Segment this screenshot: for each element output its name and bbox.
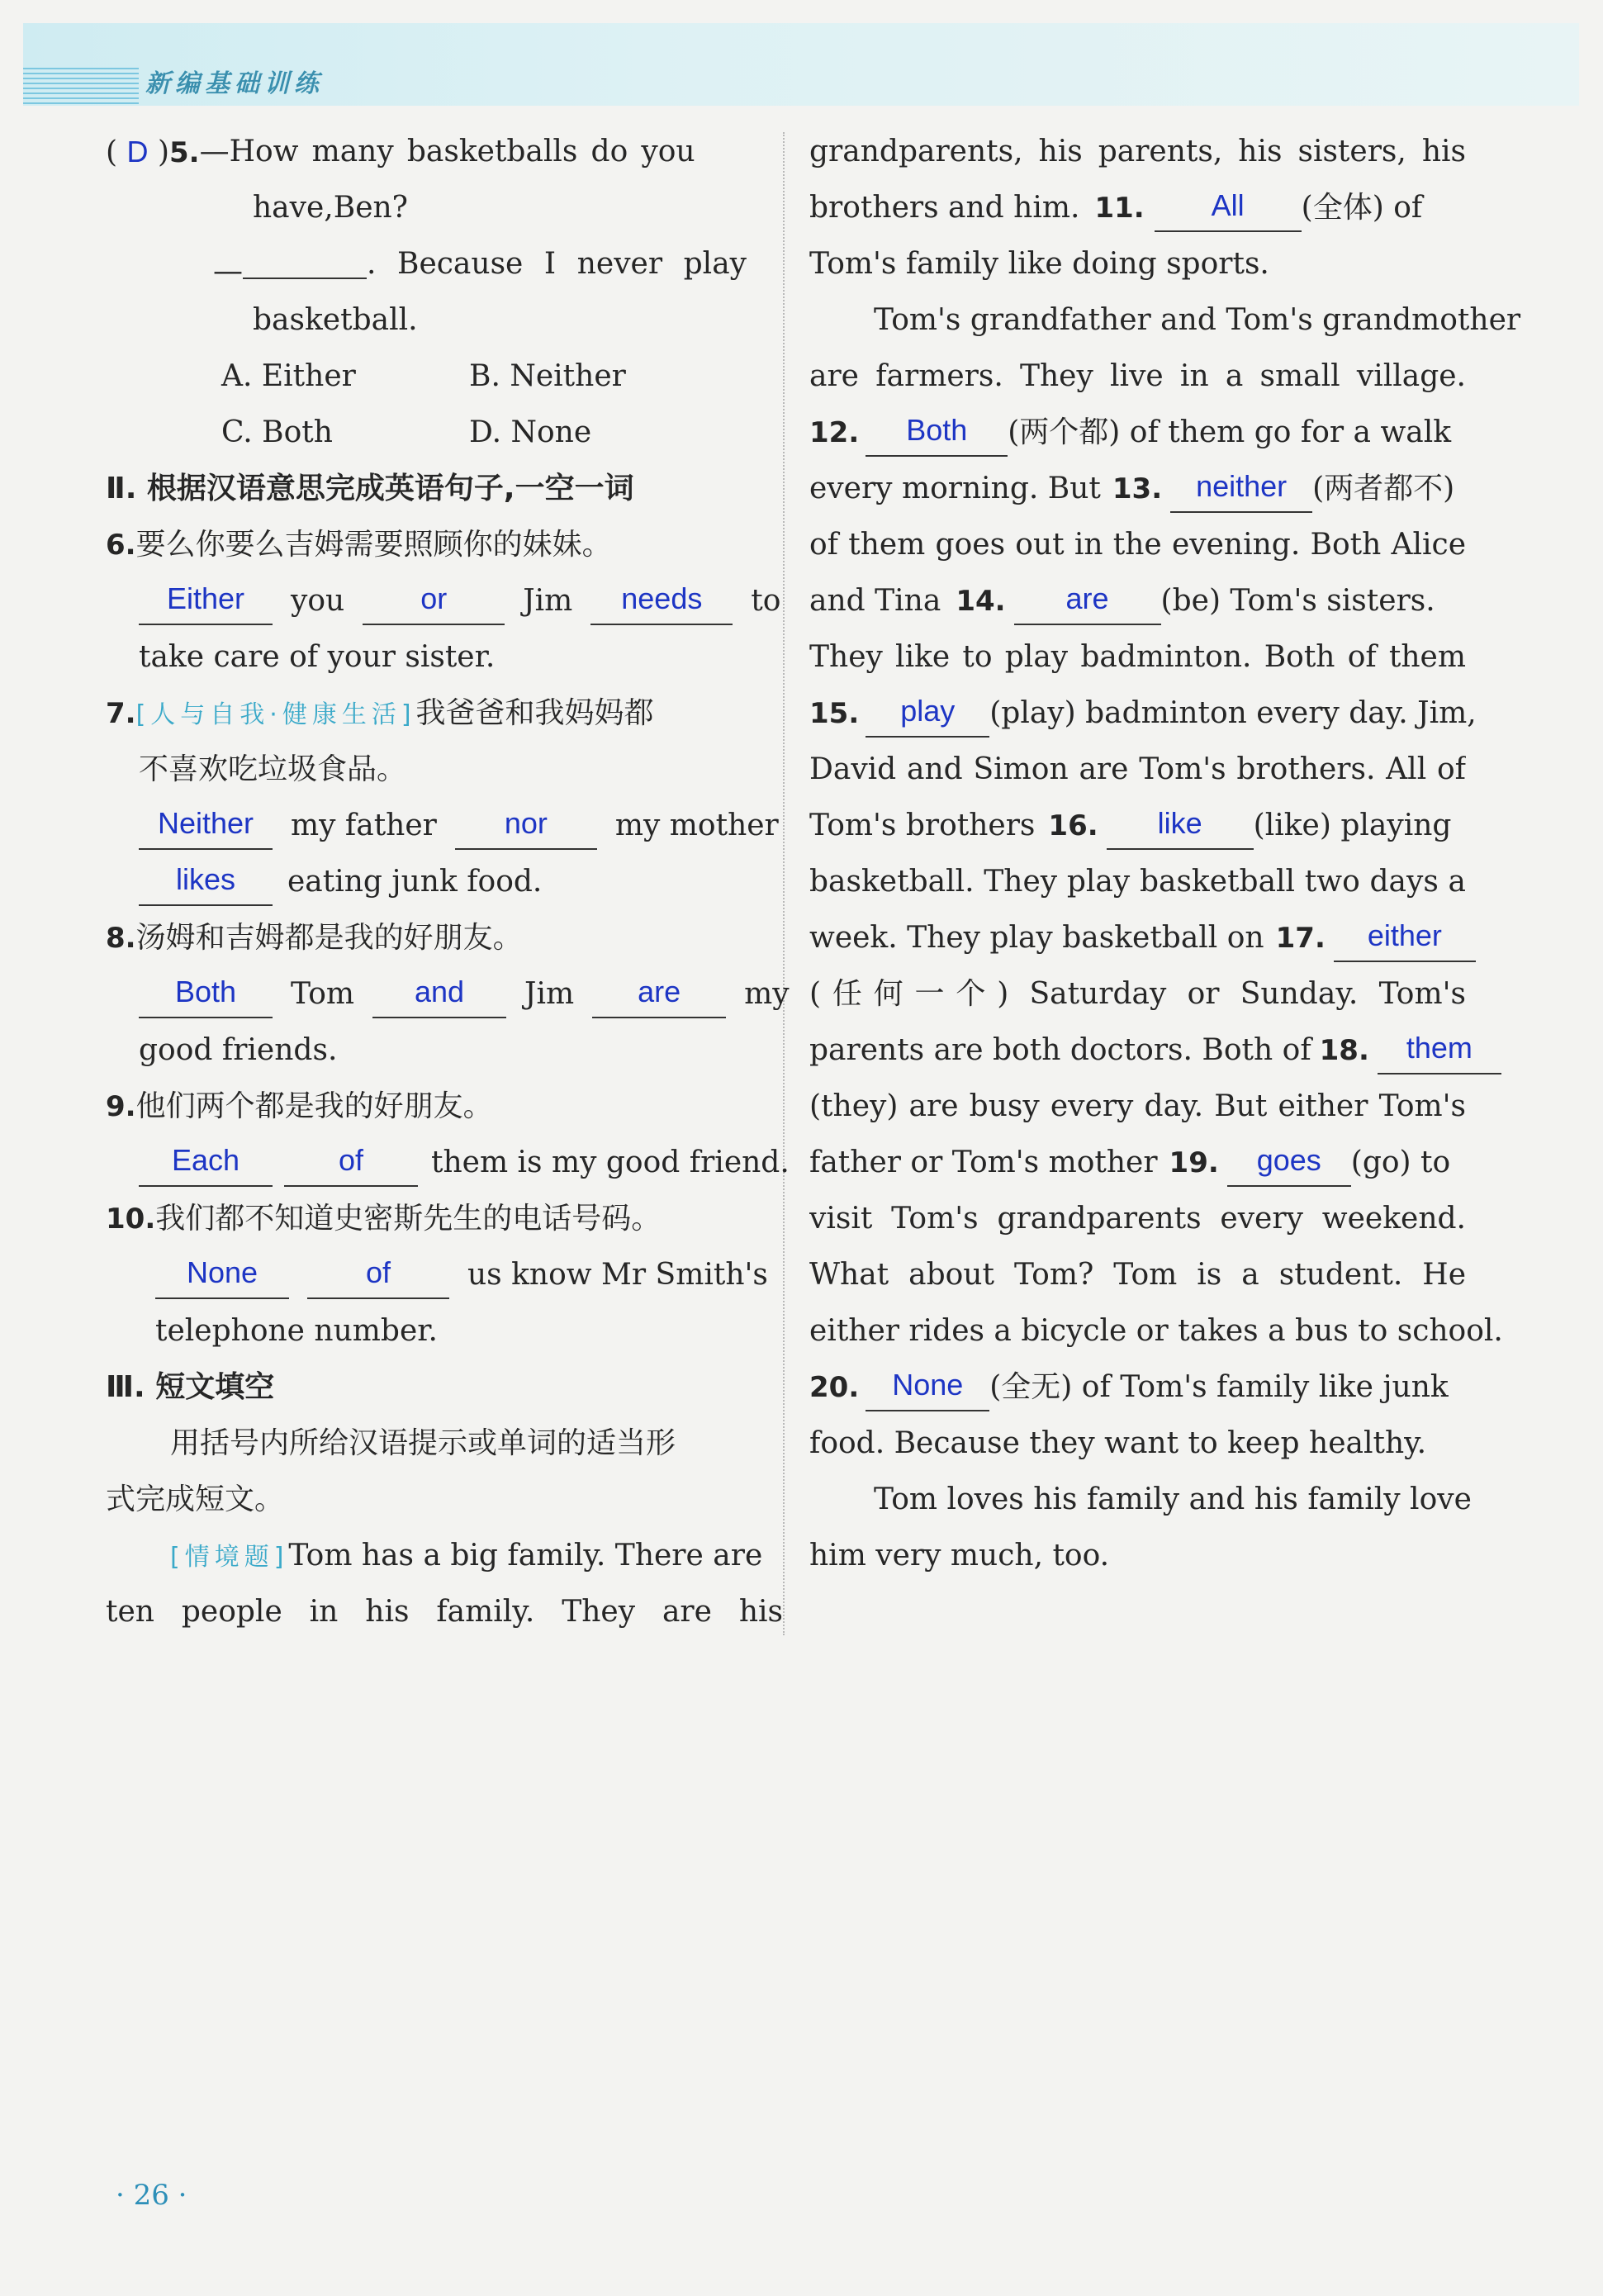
section3-tag: [情境题]: [170, 1543, 289, 1572]
blank-14-answer: are: [1065, 581, 1109, 615]
blank-18: [1378, 1030, 1501, 1074]
q10-cn: [106, 1191, 783, 1247]
q9-number: 9.: [106, 1090, 136, 1123]
q10-line2: telephone number.: [155, 1314, 438, 1348]
q8-blank-3: [592, 974, 726, 1018]
p7-text: every morning. But: [809, 472, 1101, 505]
blank-19-answer: goes: [1256, 1143, 1321, 1177]
right-column: [809, 124, 1521, 1584]
blank-15-number: 15.: [809, 697, 860, 730]
p9-text: and Tina: [809, 584, 941, 618]
passage-line-17: [809, 1022, 1473, 1079]
q6-answer-1: Either: [166, 581, 245, 615]
q5-number: 5.: [169, 136, 200, 169]
blank-14: [1014, 581, 1161, 625]
p19-text: father or Tom's mother: [809, 1146, 1158, 1179]
q8-answer-3: are: [638, 975, 681, 1008]
q7-blank-3: [139, 861, 273, 906]
q10-answer-1: None: [186, 1255, 258, 1289]
passage-line-18: (they) are busy every day. But either Tom's: [809, 1089, 1466, 1123]
q8-blank-1: [139, 974, 273, 1018]
passage-line-16: (任何一个) Saturday or Sunday. Tom's: [809, 977, 1466, 1011]
q6-text-3: to: [751, 584, 781, 618]
passage-line-9: [809, 573, 1466, 629]
p11-text: (play) badminton every day. Jim,: [989, 696, 1477, 730]
p2-text-post: (全体) of: [1301, 191, 1423, 225]
blank-18-number: 18.: [1319, 1034, 1369, 1067]
q8-cn: [106, 910, 783, 966]
blank-17-answer: either: [1367, 918, 1442, 952]
q10-number: 10.: [106, 1203, 156, 1236]
q9-answer-2: of: [338, 1143, 364, 1177]
q9-chinese: 他们两个都是我的好朋友。: [135, 1089, 493, 1123]
blank-13-number: 13.: [1112, 472, 1163, 505]
blank-11: [1155, 187, 1302, 232]
q6-blank-3: [590, 581, 733, 625]
blank-16-answer: like: [1157, 806, 1202, 840]
q5-stem-cont: . Because I never play: [367, 247, 747, 281]
section2-title: Ⅱ. 根据汉语意思完成英语句子,一空一词: [106, 472, 634, 505]
blank-19: [1227, 1142, 1351, 1187]
q7-blank-2: [455, 805, 597, 850]
q5-options-cd: [106, 405, 783, 461]
q10-chinese: 我们都不知道史密斯先生的电话号码。: [155, 1202, 662, 1236]
q5-answer: D: [126, 135, 149, 168]
header-title: 新编基础训练: [145, 69, 324, 98]
q10-blank-2: [307, 1255, 449, 1299]
passage-line-22: either rides a bicycle or takes a bus to school.: [809, 1314, 1503, 1348]
q7-text-3: eating junk food.: [287, 865, 543, 899]
blank-20: [866, 1367, 989, 1411]
q7-sentence-2: [106, 854, 783, 910]
q9-blank-2: [284, 1142, 418, 1187]
passage-line-10: They like to play badminton. Both of them: [809, 640, 1466, 674]
passage-line-24: food. Because they want to keep healthy.: [809, 1426, 1427, 1460]
q9-text-1: them is my good friend.: [431, 1146, 790, 1179]
passage-line-6: [809, 405, 1466, 461]
q5-blank: [243, 235, 367, 279]
passage-line-11: [809, 685, 1477, 742]
passage-line-21: What about Tom? Tom is a student. He: [809, 1258, 1466, 1292]
passage-line-7: [809, 461, 1466, 517]
passage-line-5: are farmers. They live in a small village.: [809, 359, 1466, 393]
q7-number: 7.: [106, 697, 136, 730]
blank-11-number: 11.: [1094, 192, 1145, 225]
q7-chinese-1: 我爸爸和我妈妈都: [415, 696, 654, 730]
blank-12-number: 12.: [809, 416, 860, 449]
q6-chinese: 要么你要么吉姆需要照顾你的妹妹。: [135, 528, 612, 562]
blank-20-answer: None: [892, 1368, 964, 1402]
passage-line-13: [809, 798, 1466, 854]
passage-line-8: of them goes out in the evening. Both Alice: [809, 528, 1466, 562]
q9-sentence: [106, 1135, 790, 1191]
passage-line-23: [809, 1359, 1466, 1416]
blank-20-number: 20.: [809, 1371, 860, 1404]
passage-line-3: Tom's family like doing sports.: [809, 247, 1269, 281]
blank-13: [1170, 468, 1312, 513]
passage-line-4: Tom's grandfather and Tom's grandmother: [874, 303, 1521, 337]
q8-text-2: Jim: [524, 977, 575, 1011]
p17-text: parents are both doctors. Both of: [809, 1033, 1311, 1067]
q5-options-ab: [106, 349, 783, 405]
q5-line3: [106, 236, 783, 292]
q6-text-2: Jim: [523, 584, 573, 618]
q5-option-a: A. Either: [221, 359, 356, 393]
q5-option-c: C. Both: [221, 415, 333, 449]
q6-sentence: [106, 573, 783, 629]
q7-cn1: [106, 685, 783, 742]
q6-number: 6.: [106, 529, 136, 562]
q6-blank-2: [363, 581, 505, 625]
q7-blank-1: [139, 805, 273, 850]
section3-passage-start: [106, 1528, 783, 1584]
q8-answer-2: and: [414, 975, 465, 1008]
passage-line-20: visit Tom's grandparents every weekend.: [809, 1202, 1466, 1236]
blank-19-number: 19.: [1169, 1146, 1219, 1179]
p2-text: brothers and him.: [809, 191, 1080, 225]
blank-17: [1334, 918, 1476, 962]
q10-text-1: us know Mr Smith's: [467, 1258, 768, 1292]
q7-cn2: 不喜欢吃垃圾食品。: [139, 752, 407, 786]
q6-text-1: you: [291, 584, 345, 618]
q7-answer-3: likes: [175, 862, 236, 896]
passage-line-12: David and Simon are Tom's brothers. All of: [809, 752, 1466, 786]
q5-stem: —How many basketballs do you: [199, 135, 695, 168]
p9-text-post: (be) Tom's sisters.: [1160, 584, 1435, 618]
section3-passage-line1: Tom has a big family. There are: [288, 1539, 763, 1573]
blank-12-answer: Both: [906, 413, 968, 447]
section3-instruction-2: 式完成短文。: [106, 1482, 285, 1516]
blank-15-answer: play: [900, 694, 956, 728]
blank-16: [1107, 805, 1254, 850]
column-divider: [783, 132, 785, 1635]
q9-answer-1: Each: [171, 1143, 240, 1177]
p23-text: (全无) of Tom's family like junk: [989, 1370, 1449, 1404]
q6-answer-2: or: [420, 581, 448, 615]
q8-blank-2: [372, 974, 506, 1018]
q8-text-3: my: [744, 977, 790, 1011]
blank-17-number: 17.: [1275, 922, 1326, 955]
q6-answer-3: needs: [621, 581, 703, 615]
blank-15: [866, 693, 989, 738]
blank-18-answer: them: [1406, 1031, 1473, 1065]
passage-line-14: basketball. They play basketball two days a: [809, 865, 1466, 899]
q9-blank-1: [139, 1142, 273, 1187]
header-stripes: [23, 68, 139, 104]
q9-cn: [106, 1079, 783, 1135]
blank-11-answer: All: [1211, 188, 1245, 222]
section3-title: Ⅲ. 短文填空: [106, 1370, 275, 1404]
blank-13-answer: neither: [1196, 469, 1288, 503]
q6-cn: [106, 517, 783, 573]
passage-line-2: [809, 180, 1466, 236]
q8-text-1: Tom: [291, 977, 355, 1011]
section3-instruction-1: 用括号内所给汉语提示或单词的适当形: [170, 1426, 676, 1460]
q6-blank-1: [139, 581, 273, 625]
q7-text-2: my mother: [614, 809, 779, 842]
q6-line2: take care of your sister.: [139, 640, 496, 674]
p7-text-post: (两者都不): [1312, 472, 1455, 505]
q5-line4: basketball.: [253, 303, 418, 337]
q5-dash: —: [213, 254, 243, 288]
q5-line1: ( D )5.—How many basketballs do you: [106, 124, 783, 180]
q10-answer-2: of: [365, 1255, 391, 1289]
blank-12: [866, 412, 1008, 457]
q5-option-d: D. None: [469, 415, 592, 449]
p19-text-post: (go) to: [1350, 1146, 1451, 1179]
p6-text: (两个都) of them go for a walk: [1008, 415, 1452, 449]
passage-line-15: [809, 910, 1466, 966]
passage-line-19: [809, 1135, 1466, 1191]
blank-14-number: 14.: [956, 585, 1006, 618]
p13-text-post: (like) playing: [1253, 809, 1452, 842]
q7-text-1: my father: [291, 809, 437, 842]
passage-line-25: Tom loves his family and his family love: [874, 1482, 1472, 1516]
q10-sentence: [106, 1247, 783, 1303]
q8-sentence: [106, 966, 790, 1022]
q7-answer-1: Neither: [157, 806, 254, 840]
blank-16-number: 16.: [1048, 809, 1098, 842]
q8-number: 8.: [106, 922, 136, 955]
q7-tag: [人与自我·健康生活]: [135, 700, 416, 729]
section3-passage-line2: ten people in his family. They are his: [106, 1595, 783, 1629]
q10-blank-1: [155, 1255, 289, 1299]
q7-answer-2: nor: [504, 806, 548, 840]
q8-answer-1: Both: [174, 975, 237, 1008]
passage-line-26: him very much, too.: [809, 1539, 1110, 1573]
p13-text: Tom's brothers: [809, 809, 1036, 842]
q5-line2: have,Ben?: [253, 191, 408, 225]
q8-line2: good friends.: [139, 1033, 338, 1067]
passage-line-1: grandparents, his parents, his sisters, his: [809, 135, 1466, 168]
q7-sentence: [106, 798, 783, 854]
q8-chinese: 汤姆和吉姆都是我的好朋友。: [135, 921, 523, 955]
page-number: · 26 ·: [116, 2179, 187, 2212]
p15-text: week. They play basketball on: [809, 921, 1264, 955]
q5-option-b: B. Neither: [469, 359, 626, 393]
left-column: [106, 124, 790, 1640]
